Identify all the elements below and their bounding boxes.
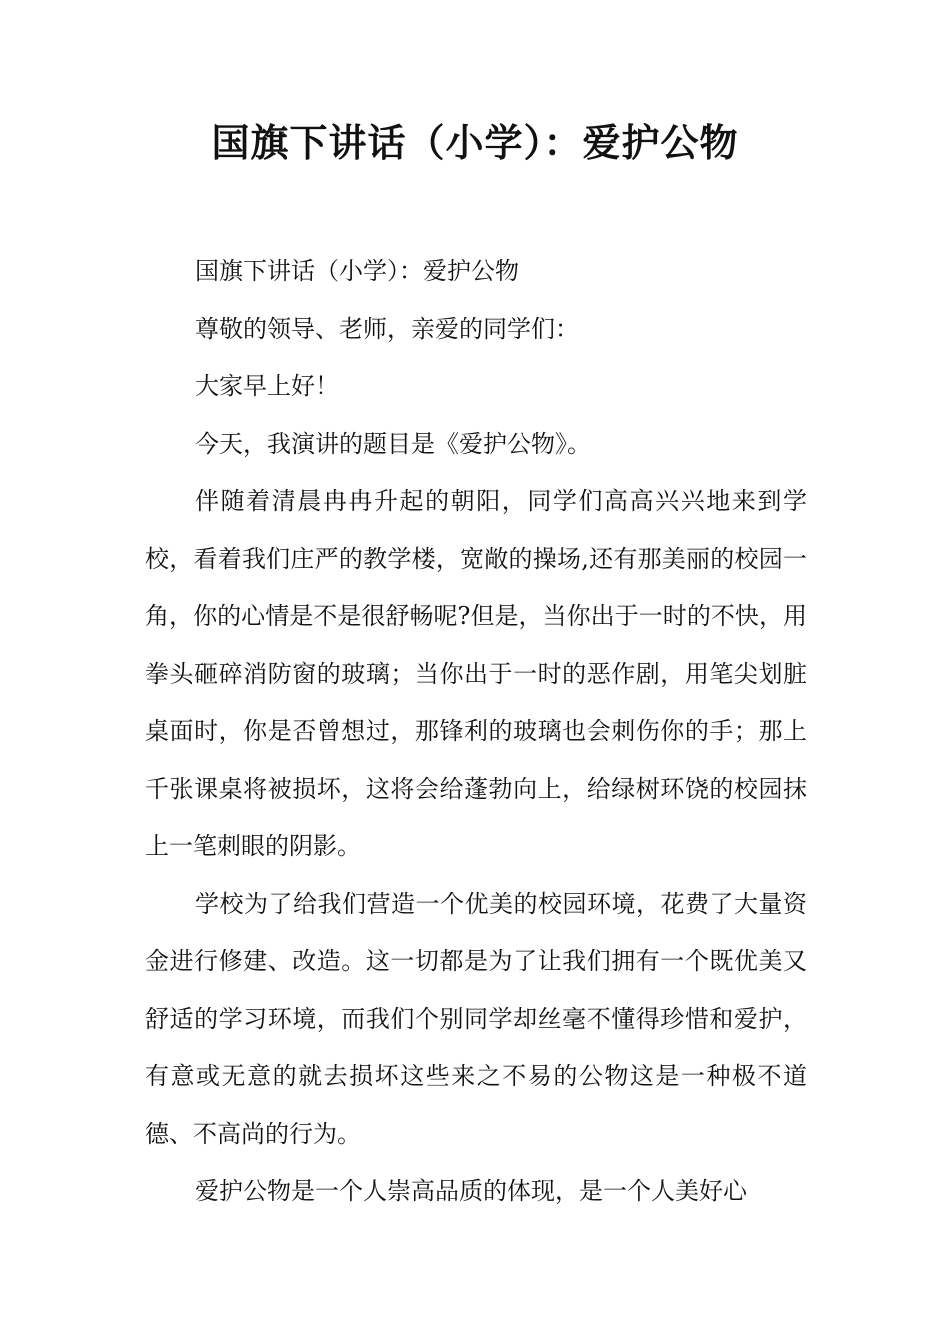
document-title: 国旗下讲话（小学）：爱护公物 [211,120,739,165]
document-body [145,243,807,1221]
paragraph-body-1: 伴随着清晨冉冉升起的朝阳，同学们高高兴兴地来到学校，看着我们庄严的教学楼，宽敞的操场,还有那美丽的校园一角，你的心情是不是很舒畅呢?但是，当你出于一时的不快，用拳头砸碎消防窗的玻璃；当你出于一时的恶作剧，用笔尖划脏桌面时，你是否曾想过，那锋利的玻璃也会刺伤你的手；那上千张课桌将被损坏，这将会给蓬勃向上，给绿树环饶的校园抹上一笔刺眼的阴影。 [145,487,807,860]
paragraph-greeting: 大家早上好！ [195,372,339,400]
paragraph-topic: 今天，我演讲的题目是《爱护公物》。 [195,429,591,458]
paragraph-body-2: 学校为了给我们营造一个优美的校园环境，花费了大量资金进行修建、改造。这一切都是为了让我们拥有一个既优美又舒适的学习环境，而我们个别同学却丝毫不懂得珍惜和爱护，有意或无意的就去损坏这些来之不易的公物这是一种极不道德、不高尚的行为。 [145,889,807,1148]
paragraph-heading: 国旗下讲话（小学）：爱护公物 [195,257,519,285]
paragraph-body-3: 爱护公物是一个人崇高品质的体现，是一个人美好心 [195,1177,747,1205]
paragraph-salutation: 尊敬的领导、老师，亲爱的同学们： [195,314,579,343]
